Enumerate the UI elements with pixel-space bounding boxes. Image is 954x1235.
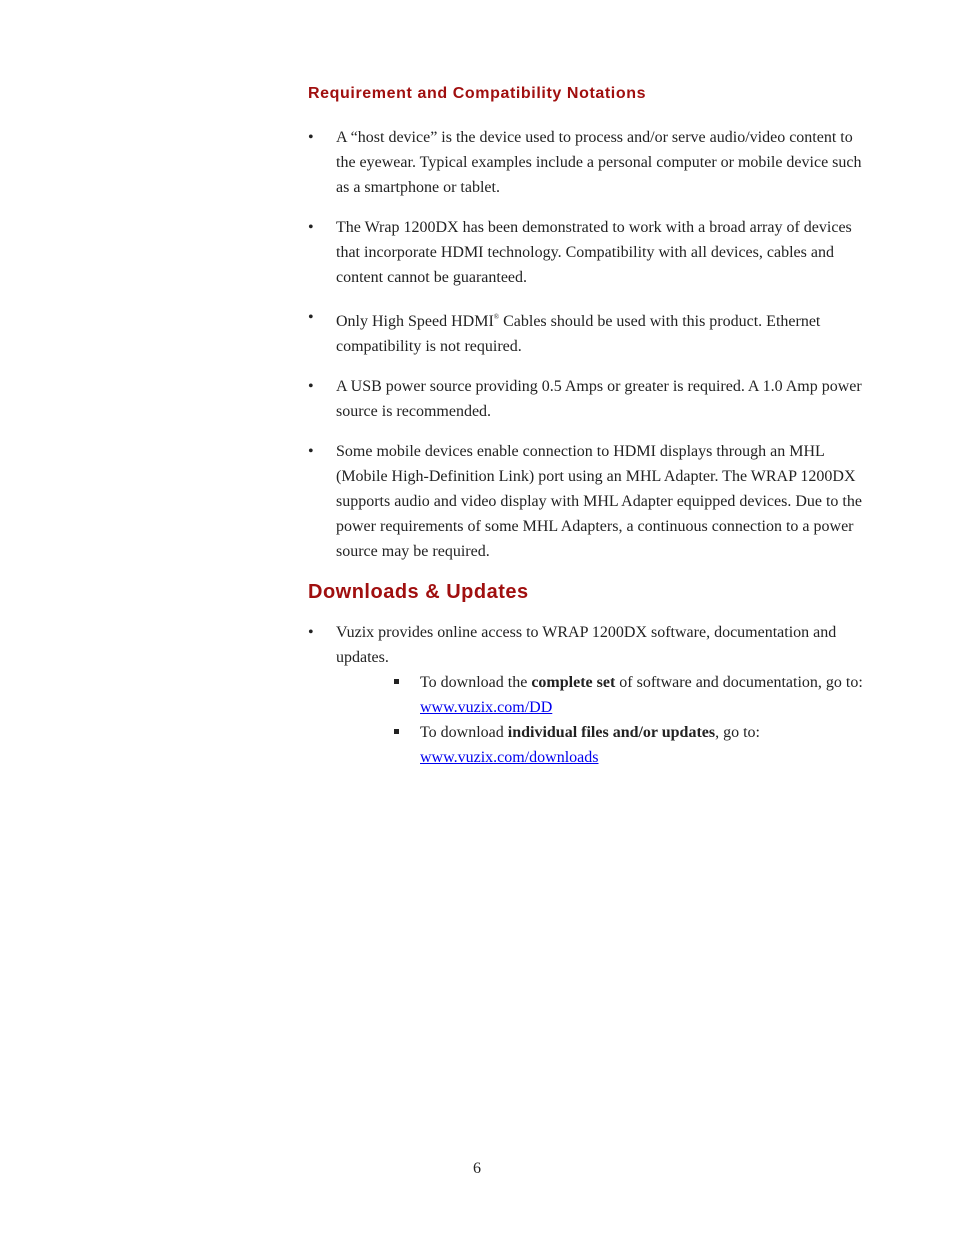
list-item-text-start: Only High Speed HDMI <box>336 313 494 330</box>
bullet-icon: • <box>308 378 314 395</box>
download-dd-link[interactable]: www.vuzix.com/DD <box>420 699 553 716</box>
list-item <box>308 620 870 770</box>
sublist-text-start: To download <box>420 724 508 741</box>
section-heading-downloads: Downloads & Updates <box>308 581 529 603</box>
downloads-list <box>308 620 870 770</box>
registered-mark: ® <box>493 313 500 321</box>
downloads-link[interactable]: www.vuzix.com/downloads <box>420 749 599 766</box>
page-number: 6 <box>473 1160 481 1177</box>
square-bullet-icon <box>394 729 399 734</box>
list-item <box>308 305 870 359</box>
bullet-icon: • <box>308 129 314 146</box>
sublist-item <box>392 720 870 770</box>
list-item-text: The Wrap 1200DX has been demonstrated to work with a broad array of devices that incorporate HDMI technology. Compatibility with all devices, cables and content cannot be guaranteed. <box>336 219 852 286</box>
sublist-bold-text: complete set <box>531 674 616 691</box>
sublist-text-start: To download the <box>420 674 532 691</box>
page-content <box>308 84 870 770</box>
list-item-text: Some mobile devices enable connection to HDMI displays through an MHL (Mobile High-Definition Link) port using an MHL Adapter. The WRAP 1200DX supports audio and video display with MHL Adapter equipped devices. Due to the power requirements of some MHL Adapters, a continuous connection to a power source may be required. <box>336 443 862 560</box>
list-item <box>308 125 870 200</box>
sublist-item <box>392 670 870 720</box>
list-item <box>308 374 870 424</box>
bullet-icon: • <box>308 219 314 236</box>
list-item <box>308 215 870 290</box>
list-item-text: A USB power source providing 0.5 Amps or greater is required. A 1.0 Amp power source is recommended. <box>336 378 862 420</box>
list-item <box>308 439 870 564</box>
bullet-icon: • <box>308 309 314 326</box>
bullet-icon: • <box>308 624 314 641</box>
sublist-text-end: , go to: <box>715 724 760 741</box>
download-sublist <box>392 670 870 770</box>
list-item-text-end: Cables should be used with this product. Ethernet compatibility is not required. <box>336 313 821 355</box>
sublist-text-end: of software and documentation, go to: <box>615 674 863 691</box>
section-heading-requirements: Requirement and Compatibility Notations <box>308 85 647 102</box>
bullet-icon: • <box>308 443 314 460</box>
sublist-bold-text: individual files and/or updates <box>507 724 716 741</box>
square-bullet-icon <box>394 679 399 684</box>
list-item-text: A “host device” is the device used to process and/or serve audio/video content to the eyewear. Typical examples include a personal computer or mobile device such as a smartphone or tablet. <box>336 129 862 196</box>
list-item-text: Vuzix provides online access to WRAP 1200DX software, documentation and updates. <box>336 624 837 666</box>
requirements-list <box>308 125 870 564</box>
